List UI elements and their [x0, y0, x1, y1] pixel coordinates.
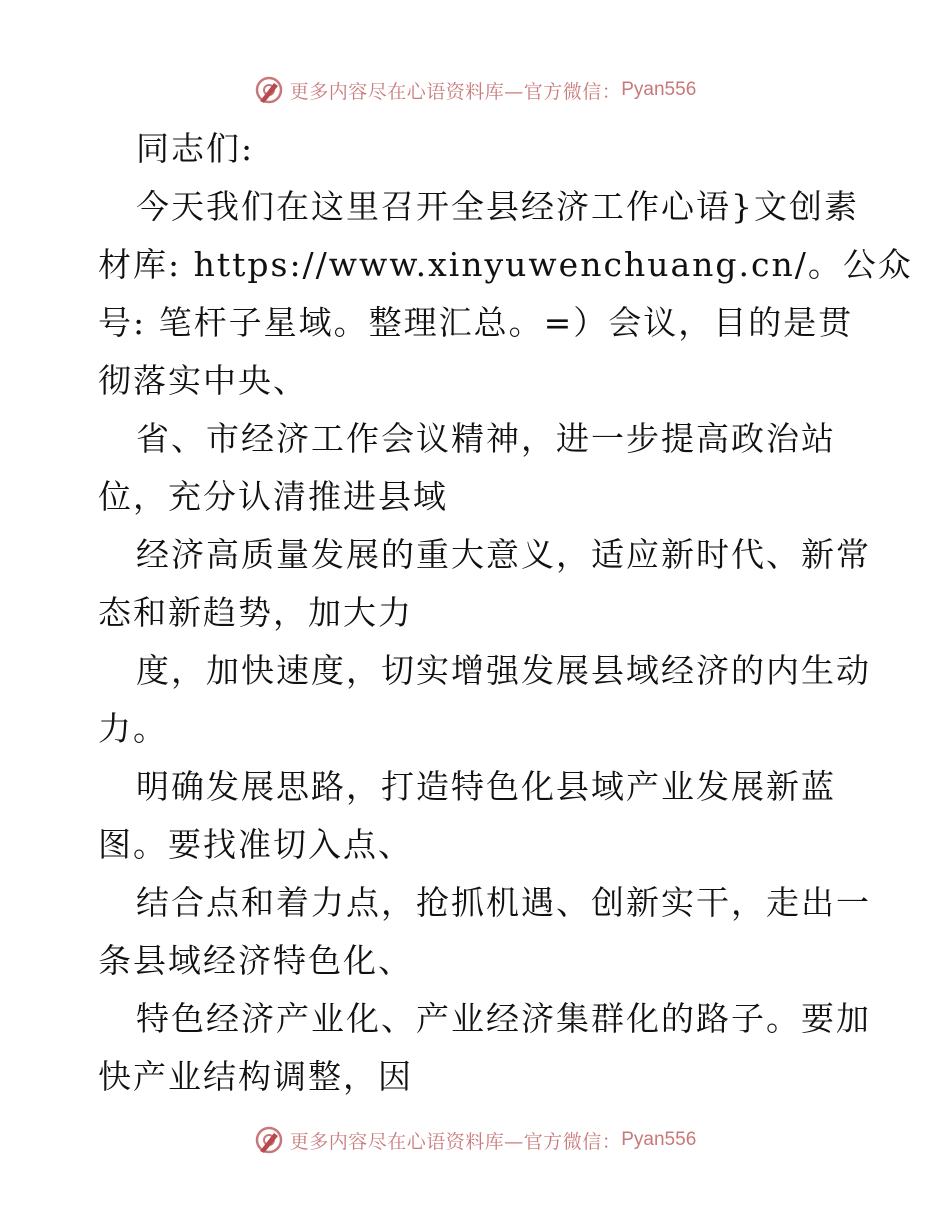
document-body: [98, 120, 913, 1106]
text-line: 号: 笔杆子星域。整理汇总。=）会议，目的是贯: [98, 303, 854, 342]
text-line: 位，充分认清推进县域: [98, 477, 448, 516]
banner-wechat-id: Pyan556: [621, 1129, 697, 1150]
text-line: 态和新趋势，加大力: [98, 593, 413, 632]
text-line: 今天我们在这里召开全县经济工作心语}文创素: [136, 187, 859, 226]
text-line: 特色经济产业化、产业经济集群化的路子。要加: [136, 999, 871, 1038]
text-line: 快产业结构调整，因: [98, 1057, 413, 1096]
text-line: 省、市经济工作会议精神，进一步提高政治站: [136, 419, 836, 458]
banner-promo-text: 更多内容尽在心语资料库—官方微信：: [289, 1130, 622, 1153]
text-line: 条县域经济特色化、: [98, 941, 413, 980]
text-line: 图。要找准切入点、: [98, 825, 413, 864]
banner-wechat-id: Pyan556: [621, 79, 697, 100]
footer-banner: [0, 1120, 950, 1160]
text-line: 同志们:: [136, 129, 255, 168]
pen-logo-icon: [254, 75, 284, 105]
text-line: 力。: [98, 709, 168, 748]
text-line: 经济高质量发展的重大意义，适应新时代、新常: [136, 535, 871, 574]
text-line: 材库: https://www.xinyuwenchuang.cn/。公众: [98, 245, 913, 284]
banner-promo-text: 更多内容尽在心语资料库—官方微信：: [289, 80, 622, 103]
header-banner: [0, 70, 950, 110]
text-line: 明确发展思路，打造特色化县域产业发展新蓝: [136, 767, 836, 806]
text-line: 结合点和着力点，抢抓机遇、创新实干，走出一: [136, 883, 871, 922]
text-line: 彻落实中央、: [98, 361, 308, 400]
pen-logo-icon: [254, 1125, 284, 1155]
text-line: 度，加快速度，切实增强发展县域经济的内生动: [136, 651, 871, 690]
